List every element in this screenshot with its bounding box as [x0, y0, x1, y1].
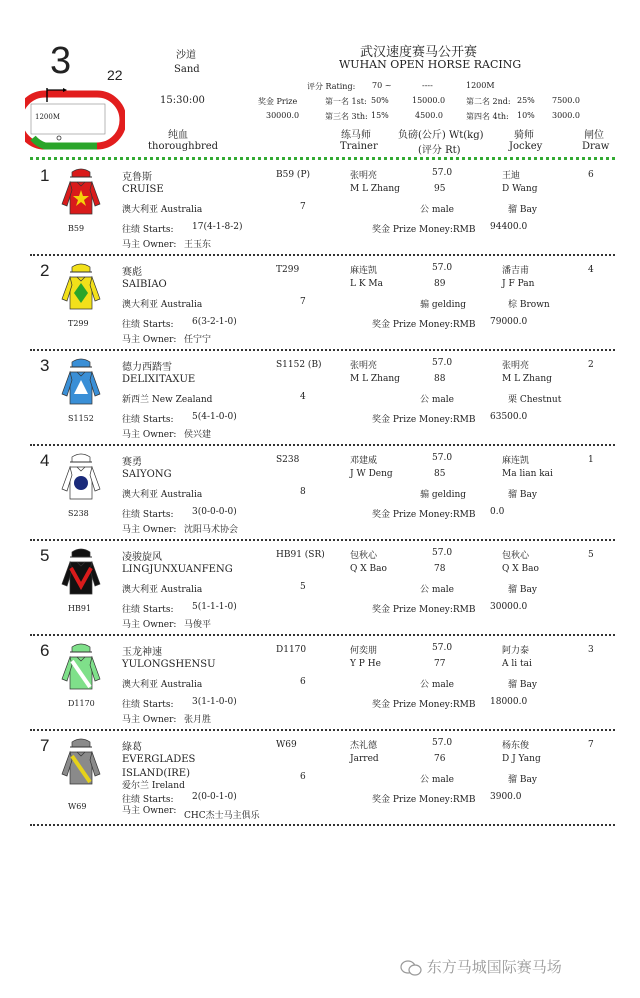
horse-sex: 公 male: [420, 395, 454, 405]
prize-2-pct: 25%: [517, 96, 535, 105]
starts-label: 往绩 Starts:: [122, 415, 174, 425]
horse-age: 6: [300, 772, 306, 782]
trainer-cn: 张明亮: [350, 171, 378, 181]
horse-color: 栗 Chestnut: [508, 395, 562, 405]
starts-label: 往绩 Starts:: [122, 795, 174, 805]
horse-name-en: SAIYONG: [122, 469, 172, 480]
breed-en: thoroughbred: [148, 141, 219, 152]
prize-money-value: 18000.0: [490, 697, 528, 707]
title-en: WUHAN OPEN HORSE RACING: [339, 58, 522, 71]
prize-money-label: 奖金 Prize Money:RMB: [372, 415, 476, 425]
prize-money-value: 3900.0: [490, 792, 522, 802]
row-divider: [30, 634, 615, 636]
silk-code: S238: [68, 509, 89, 518]
jockey-silks-icon: [60, 453, 102, 505]
silk-code: W69: [68, 802, 87, 811]
horse-origin: 新西兰 New Zealand: [122, 395, 213, 405]
horse-row: [0, 257, 640, 352]
owner-value: 王玉东: [184, 240, 212, 250]
watermark: [400, 956, 562, 977]
horse-code: T299: [276, 265, 300, 275]
horse-name-en: CRUISE: [122, 184, 164, 195]
horse-code: S1152 (B): [276, 360, 322, 370]
starts-value: 3(1-1-0-0): [192, 697, 237, 707]
trainer-en: J W Deng: [350, 469, 393, 479]
starts-label: 往绩 Starts:: [122, 320, 174, 330]
horse-age: 4: [300, 392, 306, 402]
rating: 85: [434, 469, 446, 479]
trainer-cn: 何奕朋: [350, 646, 378, 656]
rating: 95: [434, 184, 446, 194]
row-divider: [30, 729, 615, 731]
trainer-en: Jarred: [350, 754, 379, 764]
jockey-silks-icon: [60, 548, 102, 600]
prize-label: 奖金 Prize: [258, 97, 298, 106]
prize-money-label: 奖金 Prize Money:RMB: [372, 510, 476, 520]
row-divider: [30, 824, 615, 826]
surface-en: Sand: [174, 64, 200, 75]
rating-value: 70 ~: [372, 81, 392, 90]
race-time: 15:30:00: [160, 95, 205, 106]
trainer-cn: 杰礼德: [350, 741, 378, 751]
starts-label: 往绩 Starts:: [122, 510, 174, 520]
starts-label: 往绩 Starts:: [122, 605, 174, 615]
rating-dash: ----: [422, 81, 433, 90]
header-jockey-en: Jockey: [509, 141, 543, 152]
prize-2-amount: 7500.0: [552, 96, 580, 105]
horse-origin: 澳大利亚 Australia: [122, 300, 203, 310]
horse-row: [0, 162, 640, 257]
horse-row: [0, 732, 640, 827]
horse-sex: 公 male: [420, 775, 454, 785]
prize-money-value: 63500.0: [490, 412, 528, 422]
rating-label: 评分 Rating:: [307, 82, 356, 91]
horse-name-cn: 玉龙神速: [122, 647, 162, 658]
header-trainer-cn: 练马师: [341, 130, 371, 141]
horse-name-cn: 凌骏旋风: [122, 552, 162, 563]
horse-origin: 澳大利亚 Australia: [122, 490, 203, 500]
header-divider: [30, 157, 615, 160]
prize-4-label: 第四名 4th:: [466, 112, 509, 121]
weight: 57.0: [432, 263, 453, 273]
horse-code: W69: [276, 740, 297, 750]
jockey-cn: 王迪: [502, 171, 521, 181]
horse-number: 4: [40, 451, 50, 470]
horse-color: 骝 Bay: [508, 585, 537, 595]
horse-number: 2: [40, 261, 50, 280]
starts-value: 5(1-1-1-0): [192, 602, 237, 612]
draw: 7: [588, 740, 594, 750]
prize-money-label: 奖金 Prize Money:RMB: [372, 605, 476, 615]
race-number: 3: [50, 40, 72, 82]
jockey-en: A li tai: [502, 659, 532, 669]
horse-age: 6: [300, 677, 306, 687]
prize-1-pct: 50%: [371, 96, 389, 105]
weight: 57.0: [432, 548, 453, 558]
horse-color: 骝 Bay: [508, 490, 537, 500]
jockey-en: Q X Bao: [502, 564, 539, 574]
starts-value: 5(4-1-0-0): [192, 412, 237, 422]
prize-4-pct: 10%: [517, 111, 535, 120]
starts-label: 往绩 Starts:: [122, 225, 174, 235]
horse-code: S238: [276, 455, 300, 465]
jockey-en: J F Pan: [502, 279, 535, 289]
horse-name-en: EVERGLADES: [122, 754, 196, 765]
owner-value: 马俊平: [184, 620, 212, 630]
horse-code: HB91 (SR): [276, 550, 325, 560]
distance-code: 22: [107, 67, 123, 83]
draw: 4: [588, 265, 594, 275]
row-divider: [30, 539, 615, 541]
starts-value: 2(0-0-1-0): [192, 792, 237, 802]
silk-code: S1152: [68, 414, 94, 423]
horse-origin: 爱尔兰 Ireland: [122, 781, 185, 791]
weight: 57.0: [432, 453, 453, 463]
horse-name-en: SAIBIAO: [122, 279, 167, 290]
horse-number: 3: [40, 356, 50, 375]
horse-row: [0, 447, 640, 542]
jockey-cn: 潘吉甫: [502, 266, 530, 276]
horse-age: 8: [300, 487, 306, 497]
weight: 57.0: [432, 358, 453, 368]
owner-value: CHC杰士马主俱乐: [184, 811, 260, 821]
horse-number: 1: [40, 166, 50, 185]
trainer-cn: 麻连凯: [350, 266, 378, 276]
jockey-cn: 麻连凯: [502, 456, 530, 466]
horse-name-en: LINGJUNXUANFENG: [122, 564, 233, 575]
prize-2-label: 第二名 2nd:: [466, 97, 511, 106]
prize-1-label: 第一名 1st:: [325, 97, 367, 106]
trainer-en: M L Zhang: [350, 374, 400, 384]
prize-4-amount: 3000.0: [552, 111, 580, 120]
silk-code: HB91: [68, 604, 92, 613]
prize-money-label: 奖金 Prize Money:RMB: [372, 320, 476, 330]
title-cn: 武汉速度赛马公开赛: [360, 45, 478, 60]
header-draw-cn: 闸位: [584, 130, 604, 141]
header-draw-en: Draw: [582, 141, 610, 152]
trainer-en: Q X Bao: [350, 564, 387, 574]
rating: 88: [434, 374, 446, 384]
horse-age: 5: [300, 582, 306, 592]
jockey-silks-icon: [60, 738, 102, 790]
horse-name-cn: 德力西踏雪: [122, 362, 172, 373]
horse-origin: 澳大利亚 Australia: [122, 205, 203, 215]
owner-label: 马主 Owner:: [122, 525, 177, 535]
prize-money-label: 奖金 Prize Money:RMB: [372, 700, 476, 710]
horse-code: D1170: [276, 645, 307, 655]
horse-name-en: DELIXITAXUE: [122, 374, 196, 385]
horse-code: B59 (P): [276, 170, 311, 180]
jockey-cn: 杨东俊: [502, 741, 530, 751]
owner-value: 张月胜: [184, 715, 212, 725]
owner-value: 沈阳马术协会: [184, 525, 239, 535]
weight: 57.0: [432, 168, 453, 178]
prize-total: 30000.0: [266, 111, 300, 120]
header-weight-en: (评分 Rt): [418, 145, 461, 156]
jockey-en: Ma lian kai: [502, 469, 553, 479]
jockey-en: D Wang: [502, 184, 538, 194]
owner-label: 马主 Owner:: [122, 806, 177, 816]
horse-sex: 公 male: [420, 205, 454, 215]
owner-label: 马主 Owner:: [122, 240, 177, 250]
horse-row: [0, 637, 640, 732]
header-jockey-cn: 骑师: [514, 130, 534, 141]
trainer-cn: 包秋心: [350, 551, 378, 561]
surface-cn: 沙道: [176, 50, 196, 61]
wechat-icon: [400, 960, 422, 976]
jockey-silks-icon: [60, 643, 102, 695]
horse-age: 7: [300, 297, 306, 307]
row-divider: [30, 349, 615, 351]
silk-code: T299: [68, 319, 89, 328]
prize-3-label: 第三名 3th:: [325, 112, 368, 121]
row-divider: [30, 254, 615, 256]
draw: 5: [588, 550, 594, 560]
weight: 57.0: [432, 643, 453, 653]
trainer-en: L K Ma: [350, 279, 384, 289]
jockey-cn: 包秋心: [502, 551, 530, 561]
horse-sex: 公 male: [420, 585, 454, 595]
starts-value: 6(3-2-1-0): [192, 317, 237, 327]
prize-money-value: 79000.0: [490, 317, 528, 327]
silk-code: B59: [68, 224, 85, 233]
rating: 78: [434, 564, 446, 574]
horse-color: 骝 Bay: [508, 680, 537, 690]
prize-money-value: 94400.0: [490, 222, 528, 232]
prize-money-value: 0.0: [490, 507, 505, 517]
silk-code: D1170: [68, 699, 95, 708]
horse-age: 7: [300, 202, 306, 212]
starts-label: 往绩 Starts:: [122, 700, 174, 710]
owner-value: 任宁宁: [184, 335, 212, 345]
horse-name-en-2: ISLAND(IRE): [122, 768, 191, 779]
trainer-cn: 邓建威: [350, 456, 378, 466]
rating: 89: [434, 279, 446, 289]
horse-sex: 公 male: [420, 680, 454, 690]
rating: 77: [434, 659, 446, 669]
jockey-silks-icon: [60, 358, 102, 410]
horse-sex: 骟 gelding: [420, 490, 467, 500]
jockey-cn: 阿力泰: [502, 646, 530, 656]
starts-value: 17(4-1-8-2): [192, 222, 243, 232]
jockey-silks-icon: [60, 168, 102, 220]
draw: 3: [588, 645, 594, 655]
watermark-text: 东方马城国际赛马场: [426, 958, 562, 976]
draw: 6: [588, 170, 594, 180]
owner-label: 马主 Owner:: [122, 620, 177, 630]
header-weight-cn: 负磅(公斤) Wt(kg): [398, 130, 484, 141]
header-trainer-en: Trainer: [340, 141, 378, 152]
horse-row: [0, 352, 640, 447]
prize-money-value: 30000.0: [490, 602, 528, 612]
trainer-en: M L Zhang: [350, 184, 400, 194]
owner-value: 侯兴建: [184, 430, 212, 440]
horse-number: 6: [40, 641, 50, 660]
horse-origin: 澳大利亚 Australia: [122, 585, 203, 595]
horse-sex: 骟 gelding: [420, 300, 467, 310]
prize-money-label: 奖金 Prize Money:RMB: [372, 225, 476, 235]
draw: 2: [588, 360, 594, 370]
jockey-en: M L Zhang: [502, 374, 552, 384]
horse-name-cn: 赛彪: [122, 267, 142, 278]
prize-3-pct: 15%: [371, 111, 389, 120]
prize-money-label: 奖金 Prize Money:RMB: [372, 795, 476, 805]
horse-name-cn: 克鲁斯: [122, 172, 152, 183]
horse-row: [0, 542, 640, 637]
horse-color: 骝 Bay: [508, 205, 537, 215]
horse-number: 7: [40, 736, 50, 755]
jockey-en: D J Yang: [502, 754, 541, 764]
rating: 76: [434, 754, 446, 764]
jockey-silks-icon: [60, 263, 102, 315]
horse-origin: 澳大利亚 Australia: [122, 680, 203, 690]
prize-1-amount: 15000.0: [412, 96, 446, 105]
trainer-en: Y P He: [350, 659, 381, 669]
draw: 1: [588, 455, 594, 465]
jockey-cn: 张明亮: [502, 361, 530, 371]
track-label: 1200M: [35, 113, 60, 121]
horse-number: 5: [40, 546, 50, 565]
owner-label: 马主 Owner:: [122, 430, 177, 440]
starts-value: 3(0-0-0-0): [192, 507, 237, 517]
row-divider: [30, 444, 615, 446]
horse-color: 骝 Bay: [508, 775, 537, 785]
horse-name-cn: 綠葛: [122, 742, 142, 753]
weight: 57.0: [432, 738, 453, 748]
trainer-cn: 张明亮: [350, 361, 378, 371]
horse-name-cn: 赛勇: [122, 457, 142, 468]
owner-label: 马主 Owner:: [122, 335, 177, 345]
horse-color: 棕 Brown: [508, 300, 550, 310]
owner-label: 马主 Owner:: [122, 715, 177, 725]
prize-3-amount: 4500.0: [415, 111, 443, 120]
race-distance: 1200M: [466, 81, 495, 90]
horse-name-en: YULONGSHENSU: [122, 659, 216, 670]
breed-cn: 纯血: [168, 130, 188, 141]
